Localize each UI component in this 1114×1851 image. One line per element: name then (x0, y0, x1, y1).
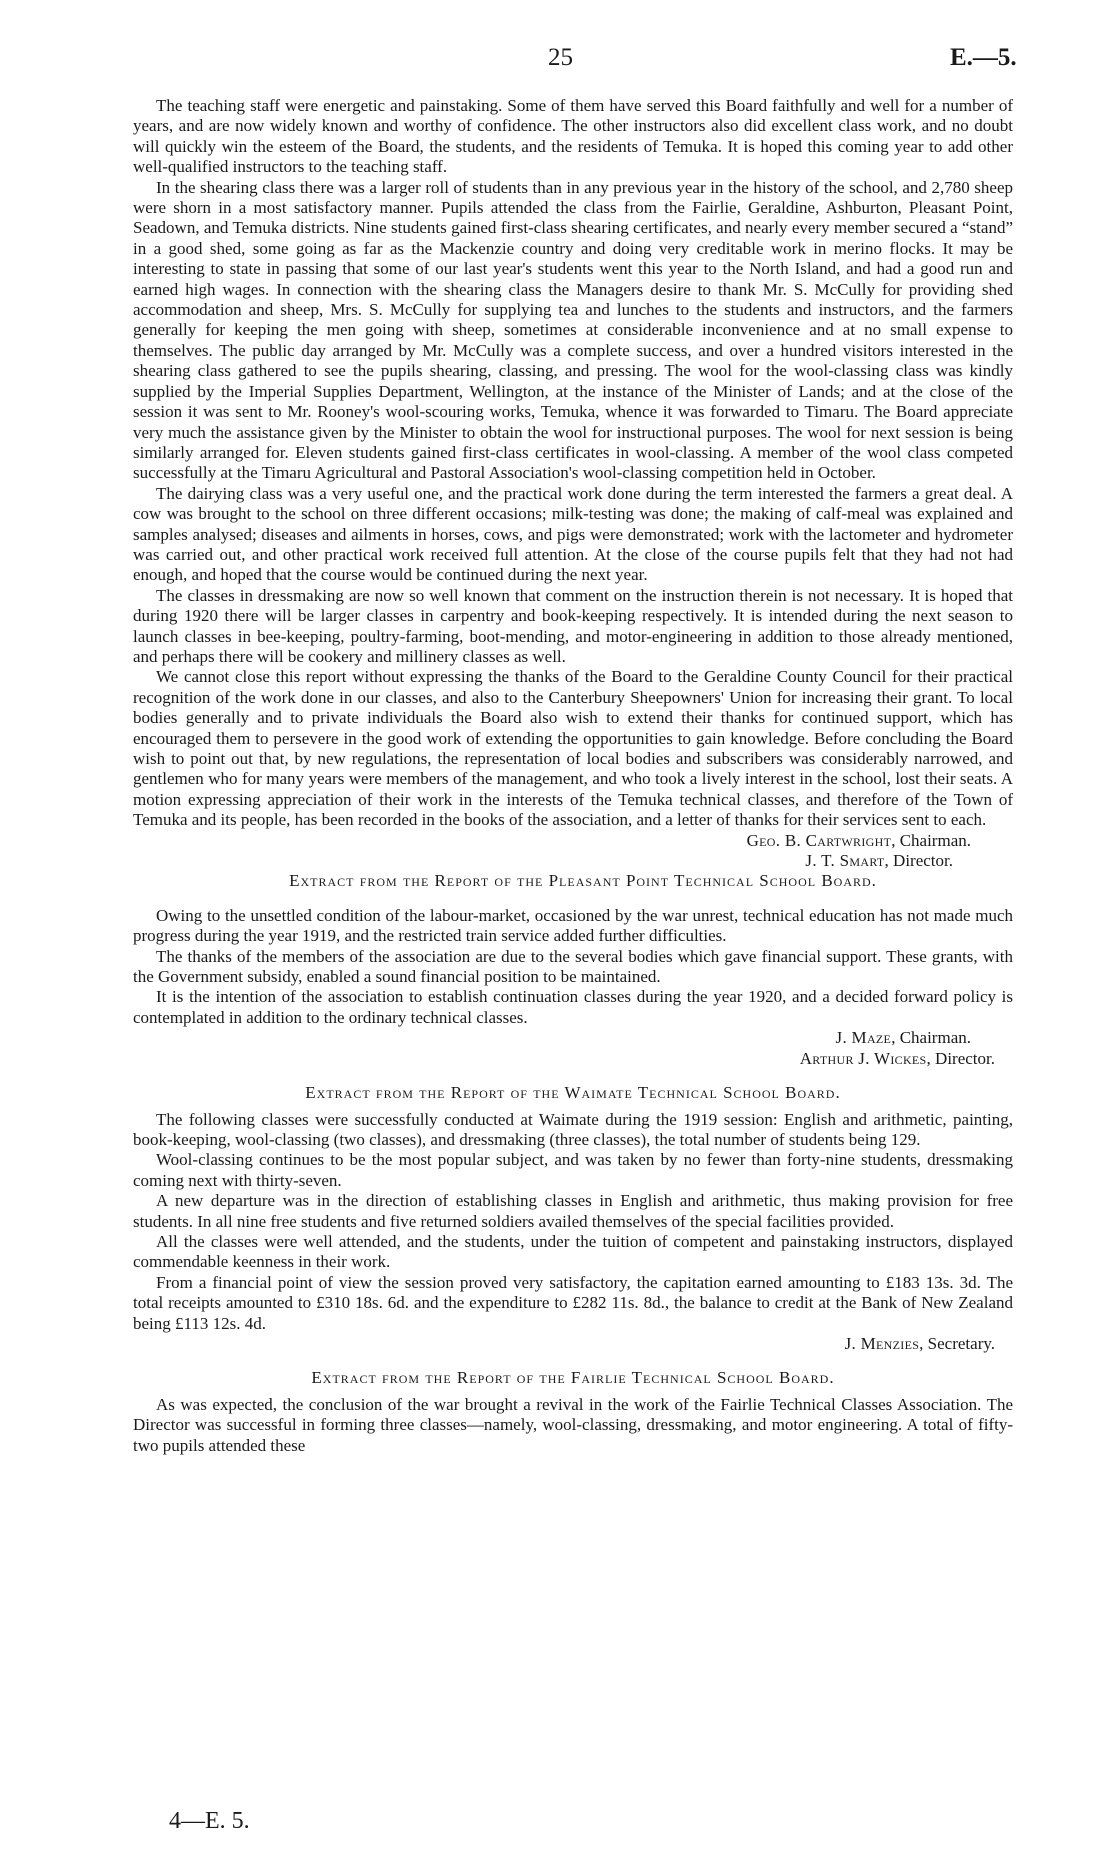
signatory-name: J. Menzies (844, 1333, 920, 1353)
paragraph: As was expected, the conclusion of the war brought a revival in the work of the Fairlie Technical Classes Association. The Director was successful in forming three classes—namely, wool-classing, dressmaking, and motor engineering. A total of fifty-two pupils attended these (133, 1394, 1013, 1455)
paragraph: All the classes were well attended, and the students, under the tuition of competent and painstaking instructors, displayed commendable keenness in their work. (133, 1231, 1013, 1272)
paragraph: The classes in dressmaking are now so well known that comment on the instruction therein is not necessary. It is hoped that during 1920 there will be larger classes in carpentry and book-keeping respectively. It is intended during the next season to launch classes in bee-keeping, poultry-farming, boot-mending, and motor-engineering in addition to those already mentioned, and perhaps there will be cookery and millinery classes as well. (133, 585, 1013, 666)
signatory-chairman (133, 831, 1013, 851)
paragraph: The thanks of the members of the association are due to the several bodies which gave financial support. These grants, with the Government subsidy, enabled a sound financial position to be maintained. (133, 946, 1013, 987)
paragraph: In the shearing class there was a larger roll of students than in any previous year in the history of the school, and 2,780 sheep were shorn in a most satisfactory manner. Pupils attended the class from the Fairlie, Geraldine, Ashburton, Pleasant Point, Seadown, and Temuka districts. Nine students gained first-class shearing certificates, and nearly every member secured a “stand” in a good shed, some going as far as the Mackenzie country and doing very creditable work in merino flocks. It may be interesting to state in passing that some of our last year's students went this year to the North Island, and had a good run and earned high wages. In connection with the shearing class the Managers desire to thank Mr. S. McCully for providing shed accommodation and sheep, Mrs. S. McCully for supplying tea and lunches to the students and instructors, and the farmers generally for keeping the men going with sheep, sometimes at considerable inconvenience and at no small expense to themselves. The public day arranged by Mr. McCully was a complete success, and over a hundred visitors interested in the shearing class gathered to see the pupils shearing, classing, and pressing. The wool for the wool-classing class was kindly supplied by the Imperial Supplies Department, Wellington, at the instance of the Minister of Lands; and at the close of the session it was sent to Mr. Rooney's wool-scouring works, Temuka, whence it was forwarded to Timaru. The Board appreciate very much the assistance given by the Minister to obtain the wool for instructional purposes. The wool for next session is being similarly arranged for. Eleven students gained first-class certificates in wool-classing. A member of the wool class competed successfully at the Timaru Agricultural and Pastoral Association's wool-classing competition held in October. (133, 177, 1013, 483)
signatory-secretary (133, 1334, 1013, 1354)
paragraph: Wool-classing continues to be the most popular subject, and was taken by no fewer than forty-nine students, dressmaking coming next with thirty-seven. (133, 1150, 1013, 1190)
paragraph: A new departure was in the direction of establishing classes in English and arithmetic, thus making provision for free students. In all nine free students and five returned soldiers availed themselves of the special facilities provided. (133, 1191, 1013, 1231)
signatory-chairman (133, 1028, 1013, 1048)
section-heading: Extract from the Report of the Pleasant Point Technical School Board. (289, 871, 877, 891)
paragraph: We cannot close this report without expressing the thanks of the Board to the Geraldine County Council for their practical recognition of the work done in our classes, and also to the Canterbury Sheepowners' Union for increasing their grant. To local bodies generally and to private individuals the Board also wish to extend their thanks for continued support, which has encouraged them to persevere in the good work of extending the opportunities to gain knowledge. Before concluding the Board wish to point out that, by new regulations, the representation of local bodies and subscribers was considerably narrowed, and gentlemen who for many years were members of the management, and who took a lively interest in the school, lost their seats. A motion expressing appreciation of their work in the interests of the Temuka technical classes, and therefore of the Town of Temuka and its people, has been recorded in the books of the association, and a letter of thanks for their services sent to each. (133, 667, 1013, 830)
signatory-name: J. Maze (835, 1028, 892, 1048)
paragraph: The teaching staff were energetic and painstaking. Some of them have served this Board faithfully and well for a number of years, and are now widely known and worthy of confidence. The other instructors also did excellent class work, and no doubt will quickly win the esteem of the Board, the students, and the residents of Temuka. It is hoped this coming year to add other well-qualified instructors to the teaching staff. (133, 96, 1013, 177)
signatory-name: J. T. Smart (805, 851, 885, 871)
signature-mark: 4—E. 5. (169, 1808, 250, 1834)
signatory-role: , Secretary. (919, 1333, 995, 1353)
page-number: 25 (548, 44, 573, 71)
signatory-name: Geo. B. Cartwright (746, 830, 892, 850)
paragraph: Owing to the unsettled condition of the labour-market, occasioned by the war unrest, technical education has not made much progress during the year 1919, and the restricted train service added further difficulties. (133, 905, 1013, 946)
signatory-role: , Director. (884, 851, 953, 871)
signatory-role: , Chairman. (891, 830, 971, 850)
signatory-role: , Chairman. (891, 1028, 971, 1048)
signatory-director (133, 1049, 1013, 1069)
document-reference: E.—5. (950, 44, 1017, 71)
paragraph: It is the intention of the association to establish continuation classes during the year 1920, and a decided forward policy is contemplated in addition to the ordinary technical classes. (133, 987, 1013, 1027)
signatory-role: , Director. (926, 1048, 995, 1068)
signatory-director (133, 851, 1013, 871)
section-heading: Extract from the Report of the Waimate Technical School Board. (305, 1083, 841, 1103)
paragraph: The following classes were successfully conducted at Waimate during the 1919 session: English and arithmetic, painting, book-keeping, wool-classing (two classes), and dressmaking (three classes), the total number of students being 129. (133, 1109, 1013, 1149)
report-body (133, 96, 1013, 1456)
section-heading: Extract from the Report of the Fairlie Technical School Board. (311, 1368, 835, 1388)
signatory-name: Arthur J. Wickes (799, 1048, 927, 1068)
paragraph: From a financial point of view the session proved very satisfactory, the capitation earned amounting to £183 13s. 3d. The total receipts amounted to £310 18s. 6d. and the expenditure to £282 11s. 8d., the balance to credit at the Bank of New Zealand being £113 12s. 4d. (133, 1272, 1013, 1333)
paragraph: The dairying class was a very useful one, and the practical work done during the term interested the farmers a great deal. A cow was brought to the school on three different occasions; milk-testing was done; the making of calf-meal was explained and samples analysed; diseases and ailments in horses, cows, and pigs were demonstrated; work with the lactometer and hydrometer was carried out, and other practical work received full attention. At the close of the course pupils felt that they had not had enough, and hoped that the course would be continued during the next year. (133, 483, 1013, 585)
